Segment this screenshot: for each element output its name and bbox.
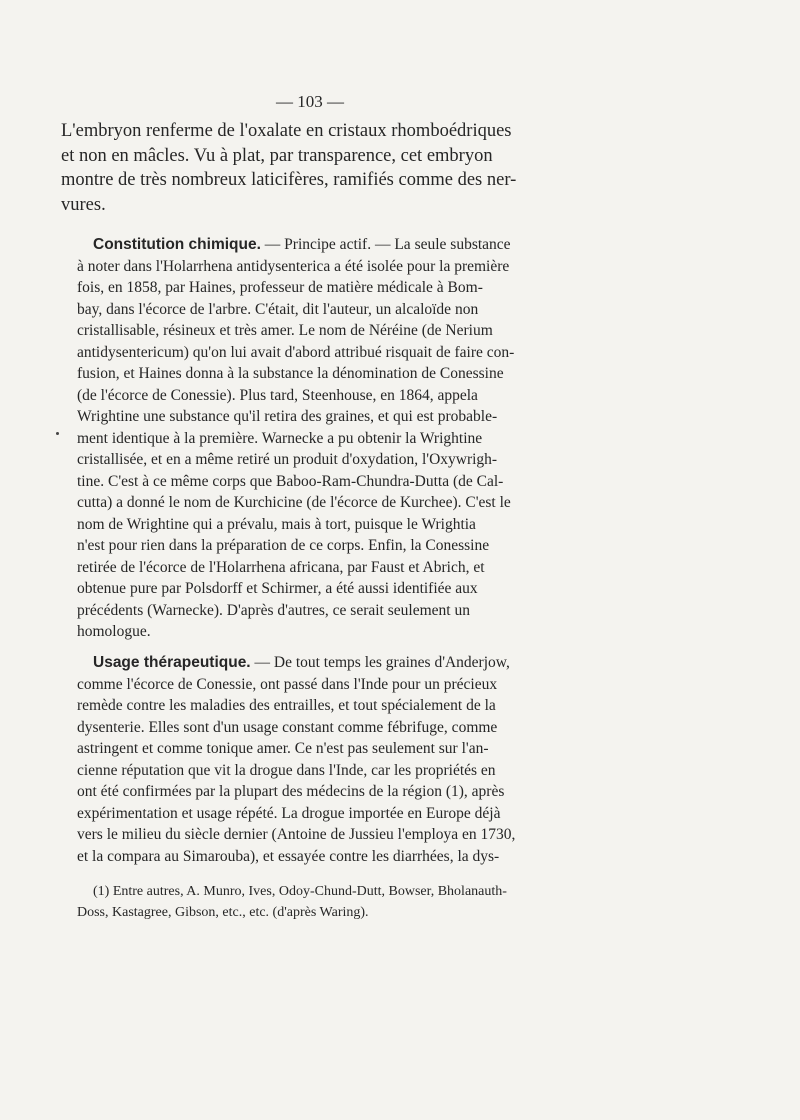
text-line: antidysentericum) qu'on lui avait d'abord attribué risquait de faire con- [77, 343, 515, 361]
text-line: n'est pour rien dans la préparation de ce corps. Enfin, la Conessine [77, 537, 490, 554]
text-line: dysenterie. Elles sont d'un usage constant comme fébrifuge, comme [77, 718, 498, 736]
text-line: vers le milieu du siècle dernier (Antoine de Jussieu l'employa en 1730, [77, 826, 516, 843]
text-line: cutta) a donné le nom de Kurchicine (de l'écorce de Kurchee). C'est le [77, 494, 511, 511]
text-line: expérimentation et usage répété. La drogue importée en Europe déjà [77, 804, 501, 822]
section-usage-therapeutique [77, 652, 557, 867]
text-line: tine. C'est à ce même corps que Baboo-Ram-Chundra-Dutta (de Cal- [77, 472, 504, 490]
text-line: précédents (Warnecke). D'après d'autres, ce serait seulement un [77, 601, 470, 619]
text-line: (de l'écorce de Conessie). Plus tard, Steenhouse, en 1864, appela [77, 386, 478, 404]
text-line: comme l'écorce de Conessie, ont passé dans l'Inde pour un précieux [77, 675, 498, 693]
text-line: remède contre les maladies des entrailles, et tout spécialement de la [77, 697, 496, 714]
text-line: homologue. [77, 623, 151, 640]
text-line: fois, en 1858, par Haines, professeur de matière médicale à Bom- [77, 279, 483, 296]
text-line: Constitution chimique. — Principe actif. — La seule substance [93, 236, 511, 253]
text-line: à noter dans l'Holarrhena antidysenterica a été isolée pour la première [77, 257, 510, 275]
text-line: cristallisée, et en a même retiré un produit d'oxydation, l'Oxywrigh- [77, 451, 498, 468]
text-line: retirée de l'écorce de l'Holarrhena africana, par Faust et Abrich, et [77, 558, 485, 576]
text-line: obtenue pure par Polsdorff et Schirmer, a été aussi identifiée aux [77, 580, 478, 597]
footnote [77, 881, 557, 923]
margin-mark [56, 432, 59, 435]
text-line: astringent et comme tonique amer. Ce n'est pas seulement sur l'an- [77, 740, 489, 757]
text-line: ont été confirmées par la plupart des médecins de la région (1), après [77, 783, 505, 800]
text-line: cienne réputation que vit la drogue dans l'Inde, car les propriétés en [77, 761, 496, 779]
text-line: montre de très nombreux laticifères, ramifiés comme des ner- [61, 170, 517, 190]
footnote-line: Doss, Kastagree, Gibson, etc., etc. (d'après Waring). [77, 905, 369, 920]
section-heading: Constitution chimique. [93, 236, 261, 253]
text-line: fusion, et Haines donna à la substance la dénomination de Conessine [77, 365, 504, 382]
text-line: L'embryon renferme de l'oxalate en cristaux rhomboédriques [61, 121, 512, 141]
page-number: — 103 — [276, 92, 344, 111]
text-line: vures. [61, 194, 106, 215]
text-line: bay, dans l'écorce de l'arbre. C'était, dit l'auteur, un alcaloïde non [77, 300, 479, 318]
paragraph-embryon [61, 119, 557, 217]
text-line: Wrightine une substance qu'il retira des graines, et qui est probable- [77, 408, 498, 425]
section-constitution-chimique [77, 234, 557, 643]
text-line: cristallisable, résineux et très amer. Le nom de Néréine (de Nerium [77, 322, 493, 339]
section-heading: Usage thérapeutique. [93, 654, 251, 671]
text-line: et la compara au Simarouba), et essayée contre les diarrhées, la dys- [77, 847, 500, 865]
text-line: ment identique à la première. Warnecke a pu obtenir la Wrightine [77, 429, 483, 447]
text-line: Usage thérapeutique. — De tout temps les graines d'Anderjow, [93, 654, 510, 671]
text-line: et non en mâcles. Vu à plat, par transparence, cet embryon [61, 145, 493, 166]
footnote-line: (1) Entre autres, A. Munro, Ives, Odoy-Chund-Dutt, Bowser, Bholanauth- [93, 884, 507, 899]
text-line: nom de Wrightine qui a prévalu, mais à tort, puisque le Wrightia [77, 515, 476, 533]
